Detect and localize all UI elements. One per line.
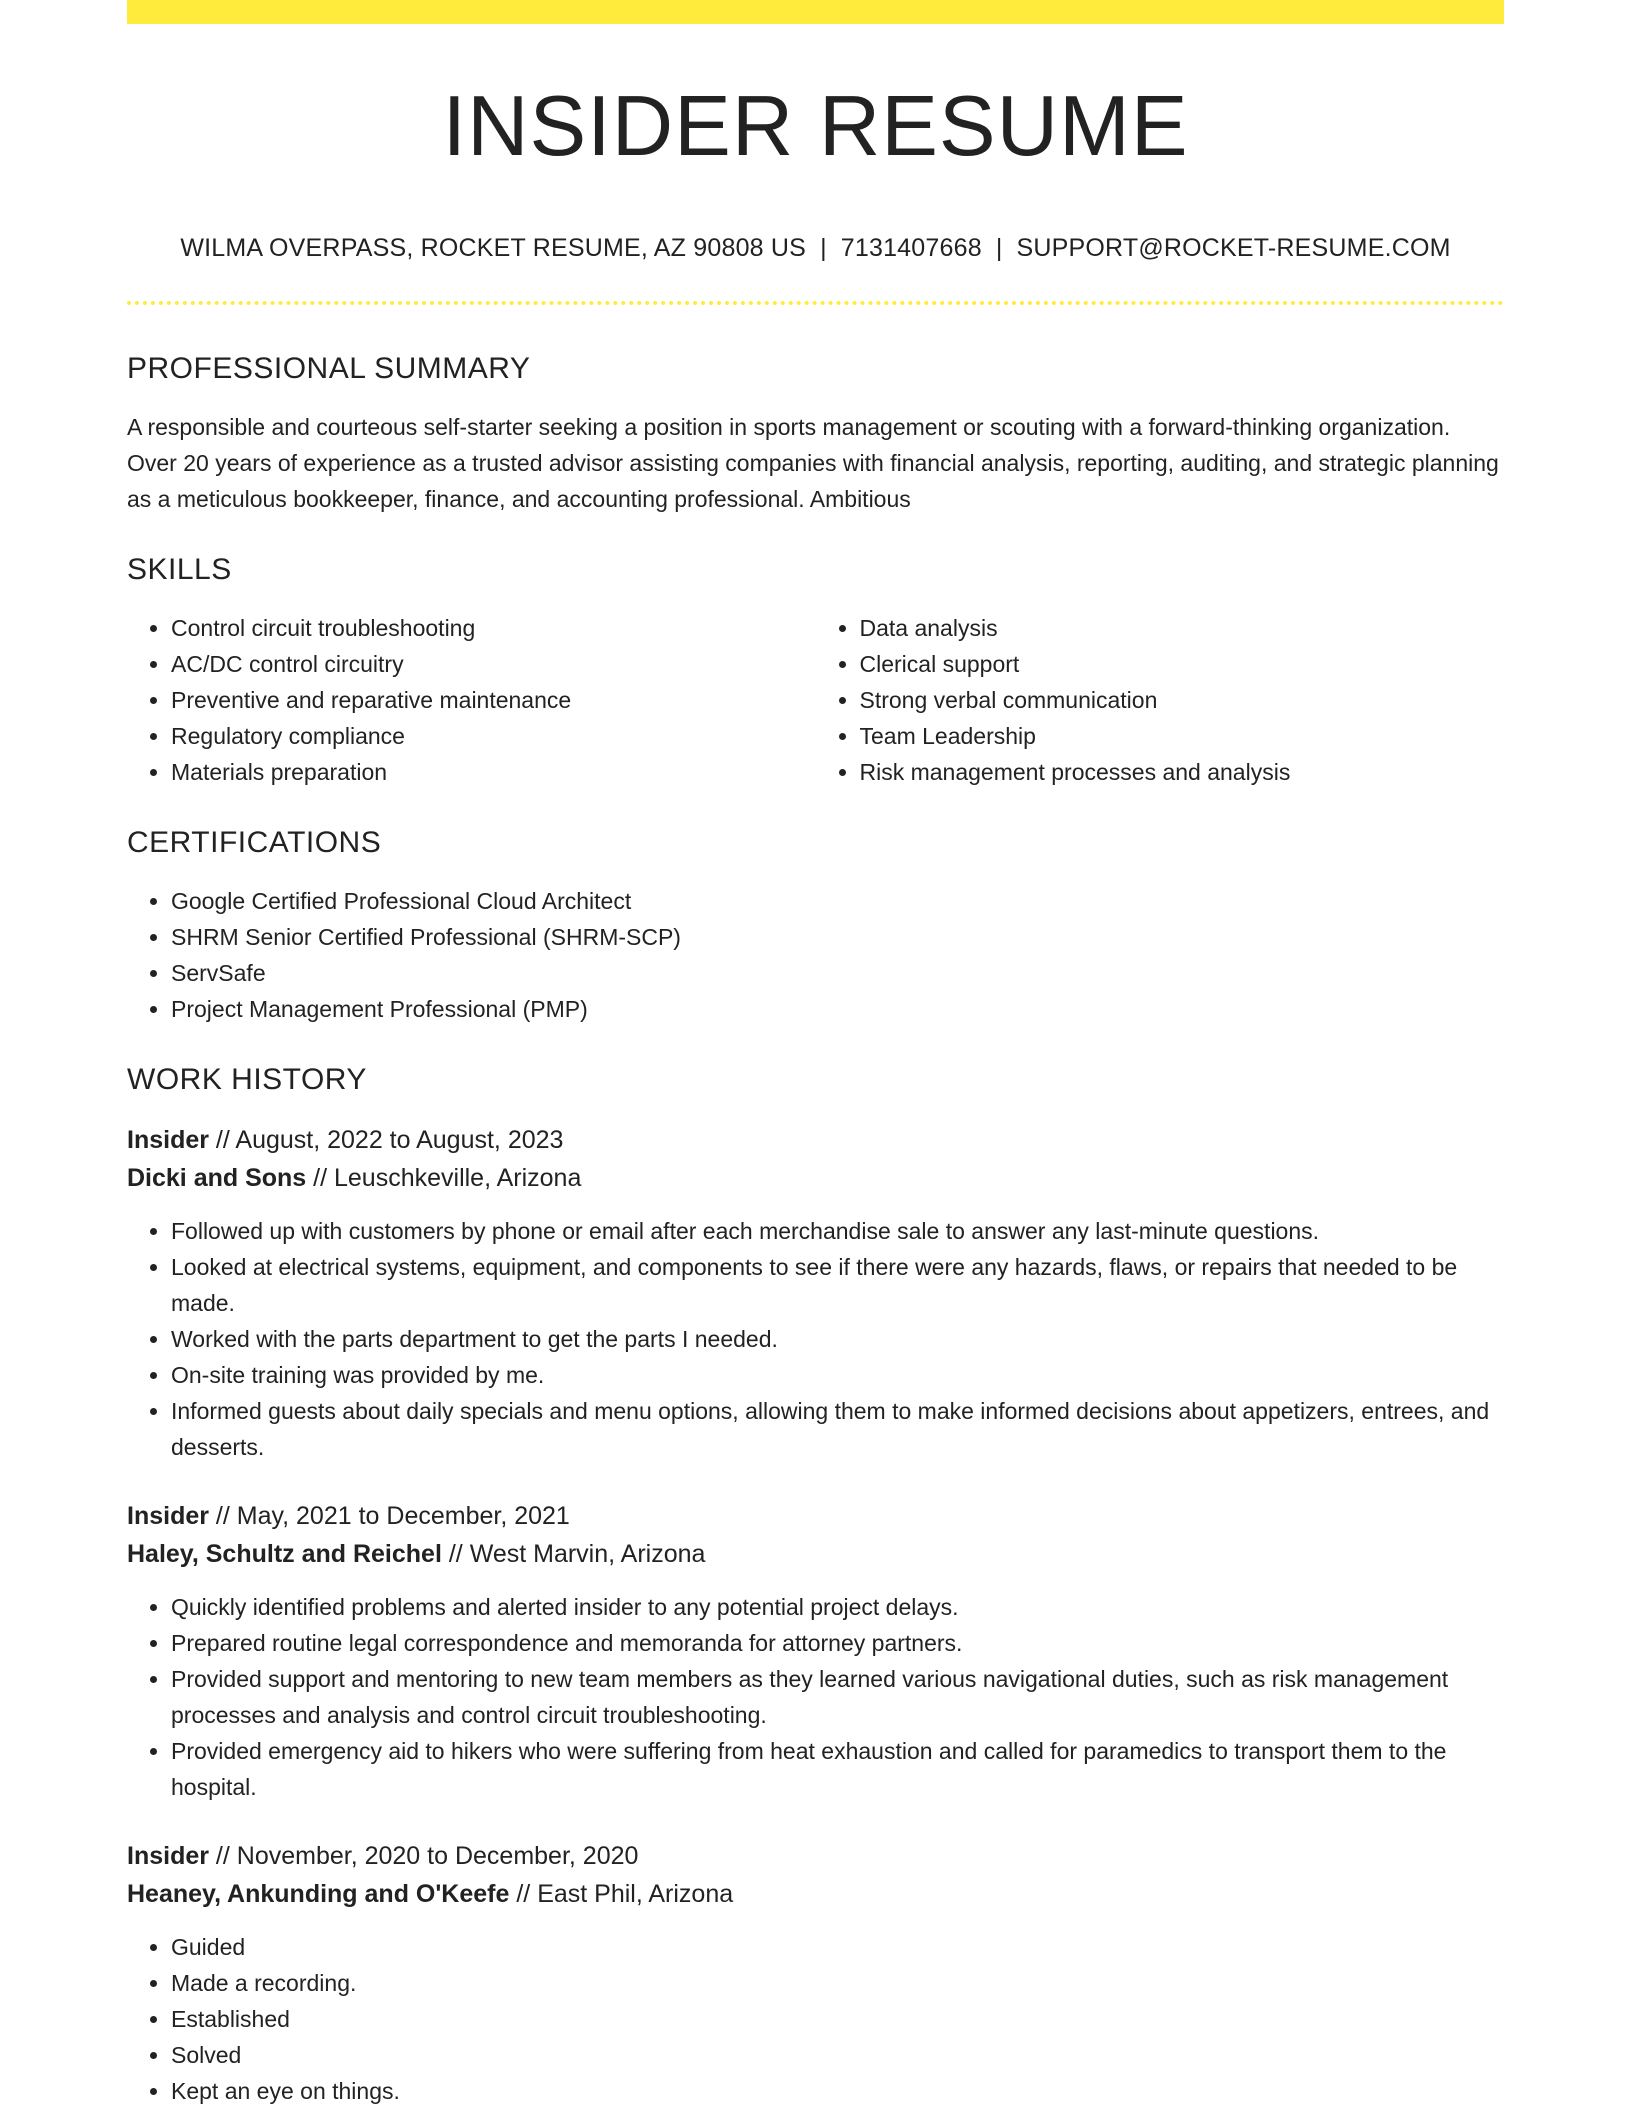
job-company: Haley, Schultz and Reichel: [127, 1539, 442, 1568]
job-bullet: • Worked with the parts department to get the parts I needed.: [171, 1321, 1504, 1357]
skill-item: • Clerical support: [860, 646, 1505, 682]
certifications-list: [127, 883, 1504, 1027]
job-role: Insider: [127, 1125, 209, 1154]
accent-top-bar: [127, 0, 1504, 24]
job-bullet: • On-site training was provided by me.: [171, 1357, 1504, 1393]
skills-columns: [127, 610, 1504, 790]
summary-text: A responsible and courteous self-starter seeking a position in sports management or scouting with a forward-thinking organization. Over 20 years of experience as a trusted advisor assisting companies with financial analysis, reporting, auditing, and strategic planning as a meticulous bookkeeper, finance, and accounting professional. Ambitious: [127, 413, 1499, 512]
job-role: Insider: [127, 1501, 209, 1530]
section-title-certifications: CERTIFICATIONS: [127, 825, 382, 859]
job-location: // Leuschkeville, Arizona: [306, 1163, 582, 1192]
job-bullet: • Provided emergency aid to hikers who were suffering from heat exhaustion and called for paramedics to transport them to the hospital.: [171, 1733, 1504, 1805]
job-company: Dicki and Sons: [127, 1163, 307, 1192]
job-location: // East Phil, Arizona: [509, 1879, 734, 1908]
job-dates: // August, 2022 to August, 2023: [208, 1125, 564, 1154]
job-bullet: • Quickly identified problems and alerted insider to any potential project delays.: [171, 1589, 1504, 1625]
job-bullet: • Made a recording.: [171, 1965, 1504, 2001]
job-bullet: • Prepared routine legal correspondence and memoranda for attorney partners.: [171, 1625, 1504, 1661]
job-bullet: • Guided: [171, 1929, 1504, 1965]
job-bullet: • Followed up with customers by phone or email after each merchandise sale to answer any last-minute questions.: [171, 1213, 1504, 1249]
skills-right-list: [816, 610, 1505, 790]
job-bullets: [127, 1213, 1504, 1465]
skill-item: • Risk management processes and analysis: [860, 754, 1505, 790]
separator: |: [995, 233, 1003, 262]
certification-item: • SHRM Senior Certified Professional (SHRM-SCP): [171, 919, 1504, 955]
section-title-summary: PROFESSIONAL SUMMARY: [127, 351, 531, 385]
phone: 7131407668: [840, 233, 982, 262]
skill-item: • Regulatory compliance: [171, 718, 816, 754]
resume-name: INSIDER RESUME: [442, 79, 1189, 174]
email: SUPPORT@ROCKET-RESUME.COM: [1016, 233, 1451, 262]
resume-page: [127, 0, 1504, 2109]
job-company-line: [127, 1875, 1504, 1913]
job-entry: [127, 1837, 1504, 2109]
job-location: // West Marvin, Arizona: [441, 1539, 706, 1568]
job-dates: // November, 2020 to December, 2020: [208, 1841, 639, 1870]
address: WILMA OVERPASS, ROCKET RESUME, AZ 90808 US: [180, 233, 807, 262]
job-bullet: • Provided support and mentoring to new team members as they learned various navigational duties, such as risk management processes and analysis and control circuit troubleshooting.: [171, 1661, 1504, 1733]
skill-item: • Data analysis: [860, 610, 1505, 646]
certification-item: • Google Certified Professional Cloud Architect: [171, 883, 1504, 919]
skill-item: • Preventive and reparative maintenance: [171, 682, 816, 718]
skill-item: • Materials preparation: [171, 754, 816, 790]
job-bullet: • Kept an eye on things.: [171, 2073, 1504, 2109]
job-entry: [127, 1497, 1504, 1805]
job-entry: [127, 1121, 1504, 1465]
skills-left-list: [127, 610, 816, 790]
contact-line: [127, 234, 1504, 263]
job-dates: // May, 2021 to December, 2021: [208, 1501, 570, 1530]
separator: |: [820, 233, 827, 262]
job-bullet: • Informed guests about daily specials and menu options, allowing them to make informed decisions about appetizers, entrees, and desserts.: [171, 1393, 1504, 1465]
job-bullet: • Established: [171, 2001, 1504, 2037]
certification-item: • ServSafe: [171, 955, 1504, 991]
section-title-work-history: WORK HISTORY: [127, 1062, 367, 1096]
job-bullets: [127, 1929, 1504, 2109]
job-role: Insider: [127, 1841, 209, 1870]
job-bullet: • Looked at electrical systems, equipment, and components to see if there were any hazards, flaws, or repairs that needed to be made.: [171, 1249, 1504, 1321]
dotted-divider: [127, 301, 1504, 305]
job-bullet: • Solved: [171, 2037, 1504, 2073]
job-role-line: [127, 1497, 1504, 1535]
job-company: Heaney, Ankunding and O'Keefe: [127, 1879, 510, 1908]
job-company-line: [127, 1535, 1504, 1573]
job-role-line: [127, 1837, 1504, 1875]
certification-item: • Project Management Professional (PMP): [171, 991, 1504, 1027]
skill-item: • AC/DC control circuitry: [171, 646, 816, 682]
skill-item: • Team Leadership: [860, 718, 1505, 754]
job-company-line: [127, 1159, 1504, 1197]
skill-item: • Strong verbal communication: [860, 682, 1505, 718]
job-bullets: [127, 1589, 1504, 1805]
skill-item: • Control circuit troubleshooting: [171, 610, 816, 646]
job-role-line: [127, 1121, 1504, 1159]
section-title-skills: SKILLS: [127, 552, 232, 586]
